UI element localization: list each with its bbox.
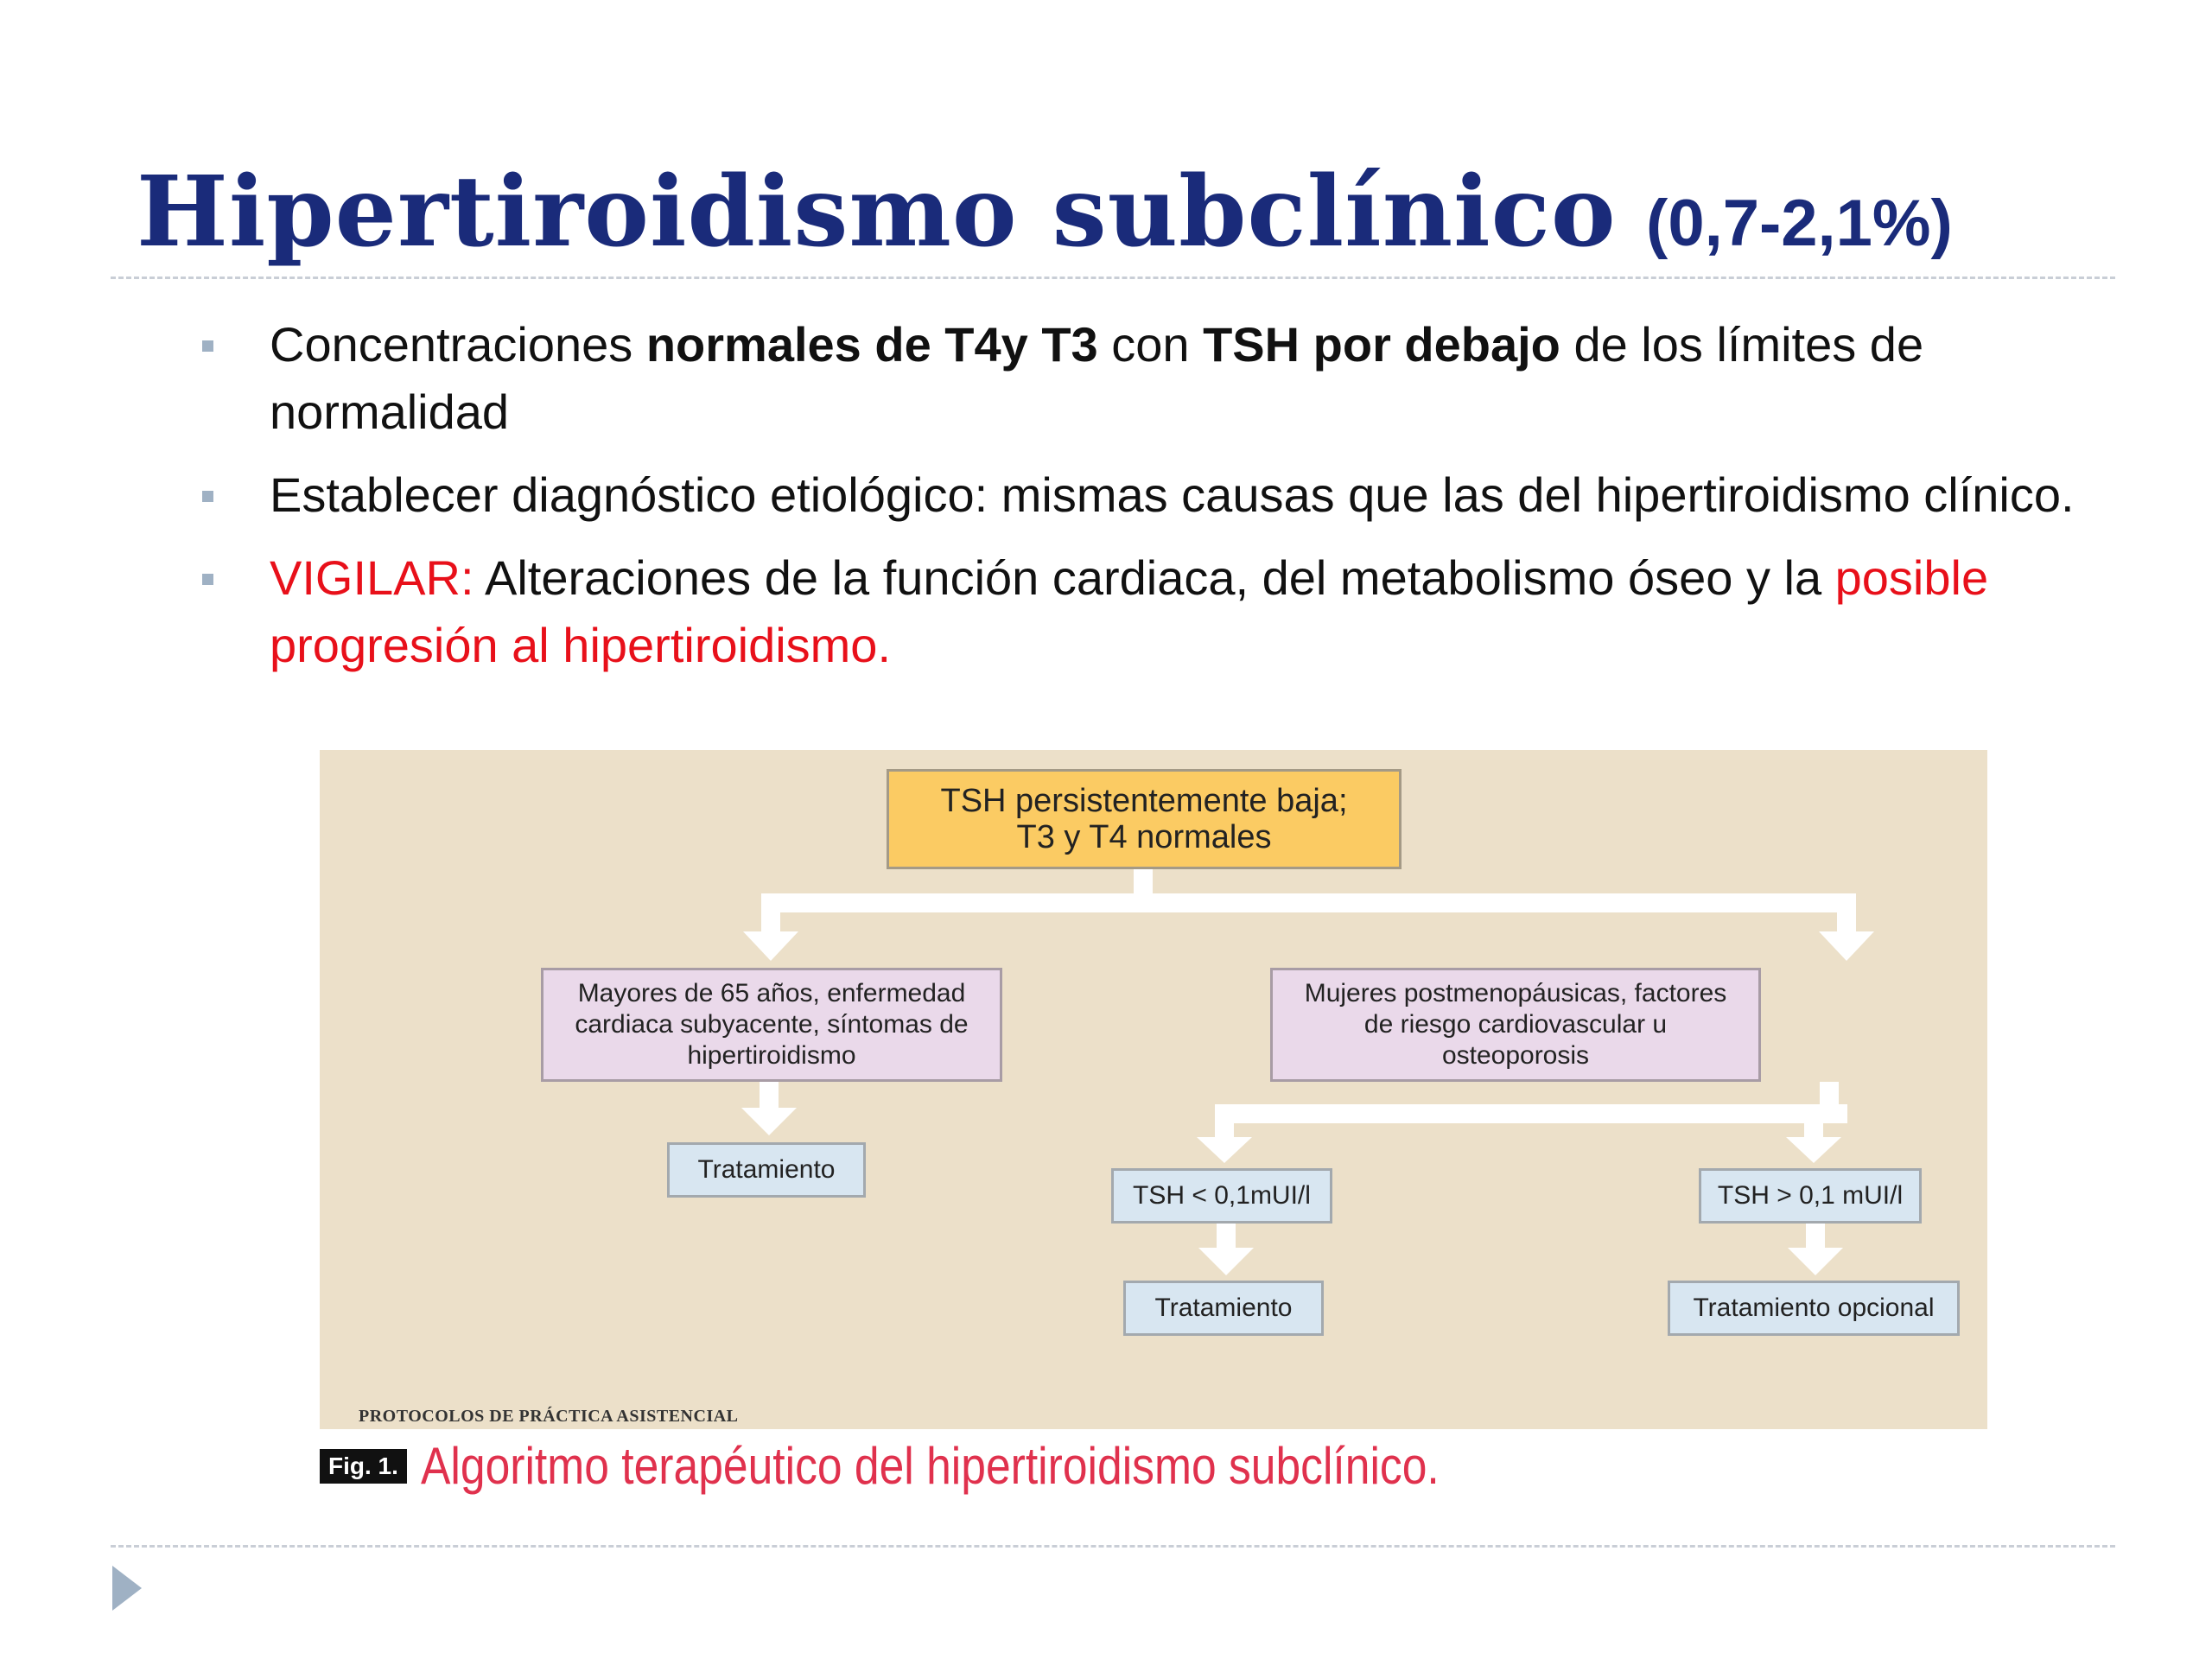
bullet-red-text: VIGILAR: [270, 550, 474, 605]
square-bullet-icon [202, 574, 213, 585]
arrow-right-low [1197, 1137, 1252, 1163]
flow-node-left-result: Tratamiento [667, 1142, 866, 1198]
arrow-right-branch [1819, 931, 1874, 961]
arrow-left-branch [743, 931, 798, 961]
bullet-item-diagnosis [197, 461, 2098, 529]
bullet-bold-text: TSH por debajo [1203, 317, 1560, 372]
play-triangle-icon[interactable] [112, 1566, 142, 1611]
bullet-text: Alteraciones de la función cardiaca, del metabolismo óseo y la [474, 550, 1835, 605]
connector-right-bar [1215, 1104, 1847, 1123]
bullet-text: Establecer diagnóstico etiológico: mismas causas que las del hipertiroidismo clínico. [270, 467, 2075, 522]
caption-text: Algoritmo terapéutico del hipertiroidismo subclínico. [420, 1437, 1440, 1495]
arrow-high-result [1788, 1248, 1843, 1275]
arrow-right-high [1786, 1137, 1841, 1163]
bullet-text: con [1097, 317, 1204, 372]
bottom-divider [111, 1545, 2115, 1548]
arrow-low-result [1198, 1248, 1254, 1275]
connector-root-bar [761, 893, 1856, 912]
bullet-bold-text: normales de T4y T3 [645, 317, 1098, 372]
figure-source-credit: PROTOCOLOS DE PRÁCTICA ASISTENCIAL [359, 1407, 739, 1426]
bullet-list [197, 311, 2098, 695]
title-main: Hipertiroidismo subclínico [137, 156, 1617, 269]
figure-caption [320, 1436, 1605, 1496]
flow-node-low-result: Tratamiento [1123, 1281, 1324, 1336]
flowchart-figure [320, 750, 1987, 1429]
title-prevalence: (0,7-2,1%) [1646, 187, 1953, 260]
page-title [137, 156, 1953, 269]
figure-tag: Fig. 1. [320, 1449, 407, 1484]
bullet-item-definition [197, 311, 2098, 446]
flow-node-high-result: Tratamiento opcional [1668, 1281, 1960, 1336]
flow-node-root: TSH persistentemente baja; T3 y T4 normales [887, 769, 1402, 869]
bullet-text: Concentraciones [270, 317, 646, 372]
square-bullet-icon [202, 340, 213, 352]
square-bullet-icon [202, 491, 213, 502]
bullet-item-vigilar [197, 544, 2098, 679]
flow-node-right-branch: Mujeres postmenopáusicas, factores de riesgo cardiovascular u osteoporosis [1270, 968, 1761, 1082]
flow-node-left-branch: Mayores de 65 años, enfermedad cardiaca subyacente, síntomas de hipertiroidismo [541, 968, 1002, 1082]
bullet-text: de los límites de normalidad [270, 317, 1924, 439]
flow-node-tsh-high: TSH > 0,1 mUI/l [1699, 1168, 1922, 1224]
bullet-red-text: posible progresión al hipertiroidismo. [270, 550, 1989, 672]
top-divider [111, 276, 2115, 279]
arrow-left-result [741, 1108, 797, 1135]
flow-node-tsh-low: TSH < 0,1mUI/l [1111, 1168, 1332, 1224]
